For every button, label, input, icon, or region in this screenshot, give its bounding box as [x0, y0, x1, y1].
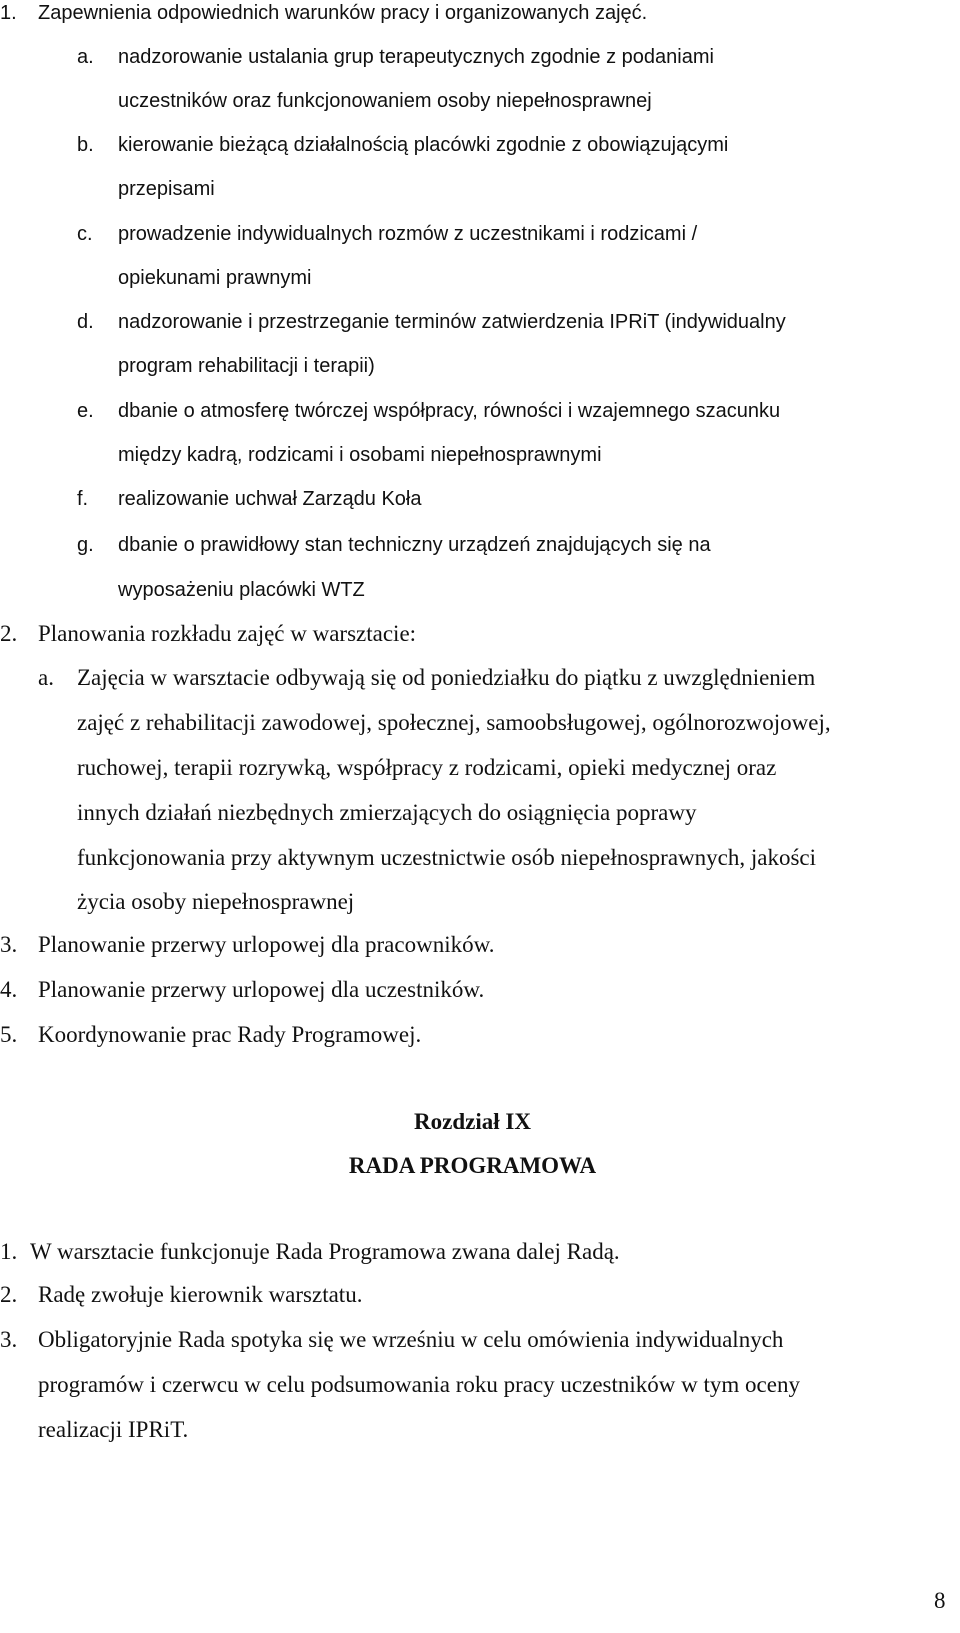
item-text-line: Obligatoryjnie Rada spotyka się we wrześniu w celu omówienia indywidualnych	[38, 1327, 784, 1352]
sub-letter: e.	[77, 400, 94, 422]
item-text: Planowanie przerwy urlopowej dla pracowników.	[38, 932, 495, 957]
page-number: 8	[934, 1588, 946, 1613]
item-number: 3.	[0, 1327, 18, 1352]
sub-text-line: kierowanie bieżącą działalnością placówki zgodnie z obowiązującymi	[118, 134, 729, 156]
item-number: 1.	[0, 1239, 18, 1264]
sub-text-line: zajęć z rehabilitacji zawodowej, społecznej, samoobsługowej, ogólnorozwojowej,	[77, 710, 831, 735]
sub-text-line: uczestników oraz funkcjonowaniem osoby niepełnosprawnej	[118, 90, 652, 112]
chapter-title: Rozdział IX	[414, 1109, 531, 1134]
item-number: 5.	[0, 1022, 18, 1047]
item-number: 2.	[0, 621, 18, 646]
item-number: 1.	[0, 2, 17, 24]
sub-letter: c.	[77, 223, 93, 245]
item-text: Zapewnienia odpowiednich warunków pracy i organizowanych zajęć.	[38, 2, 648, 24]
sub-text-line: życia osoby niepełnosprawnej	[77, 889, 355, 914]
sub-text-line: nadzorowanie ustalania grup terapeutycznych zgodnie z podaniami	[118, 46, 714, 68]
sub-text-line: przepisami	[118, 178, 215, 200]
sub-text-line: Zajęcia w warsztacie odbywają się od poniedziałku do piątku z uwzględnieniem	[77, 665, 816, 690]
item-text-line: programów i czerwcu w celu podsumowania roku pracy uczestników w tym oceny	[38, 1372, 800, 1397]
sub-letter: f.	[77, 488, 89, 510]
chapter-subtitle: RADA PROGRAMOWA	[348, 1153, 597, 1178]
sub-text-line: między kadrą, rodzicami i osobami niepełnosprawnymi	[118, 444, 602, 466]
sub-text-line: wyposażeniu placówki WTZ	[118, 579, 365, 601]
item-number: 3.	[0, 932, 18, 957]
sub-letter: b.	[77, 134, 94, 156]
sub-text-line: prowadzenie indywidualnych rozmów z uczestnikami i rodzicami /	[118, 223, 698, 245]
sub-text-line: innych działań niezbędnych zmierzających do osiągnięcia poprawy	[77, 800, 697, 825]
item-text: Radę zwołuje kierownik warsztatu.	[38, 1282, 363, 1307]
item-number: 2.	[0, 1282, 18, 1307]
item-text: Planowanie przerwy urlopowej dla uczestników.	[38, 977, 485, 1002]
sub-text-line: nadzorowanie i przestrzeganie terminów zatwierdzenia IPRiT (indywidualny	[118, 311, 786, 333]
item-number: 4.	[0, 977, 18, 1002]
sub-text-line: dbanie o prawidłowy stan techniczny urządzeń znajdujących się na	[118, 534, 711, 556]
item-text: W warsztacie funkcjonuje Rada Programowa zwana dalej Radą.	[30, 1239, 620, 1264]
sub-letter: d.	[77, 311, 94, 333]
sub-text-line: funkcjonowania przy aktywnym uczestnictwie osób niepełnosprawnych, jakości	[77, 845, 816, 870]
item-text: Planowania rozkładu zajęć w warsztacie:	[38, 621, 417, 646]
sub-text-line: realizowanie uchwał Zarządu Koła	[118, 488, 422, 510]
sub-text-line: program rehabilitacji i terapii)	[118, 355, 375, 377]
sub-text-line: dbanie o atmosferę twórczej współpracy, równości i wzajemnego szacunku	[118, 400, 781, 422]
item-text: Koordynowanie prac Rady Programowej.	[38, 1022, 422, 1047]
sub-letter: a.	[38, 665, 54, 690]
item-text-line: realizacji IPRiT.	[38, 1417, 189, 1442]
sub-text-line: ruchowej, terapii rozrywką, współpracy z rodzicami, opieki medycznej oraz	[77, 755, 777, 780]
sub-letter: a.	[77, 46, 94, 68]
sub-text-line: opiekunami prawnymi	[118, 267, 312, 289]
sub-letter: g.	[77, 534, 94, 556]
